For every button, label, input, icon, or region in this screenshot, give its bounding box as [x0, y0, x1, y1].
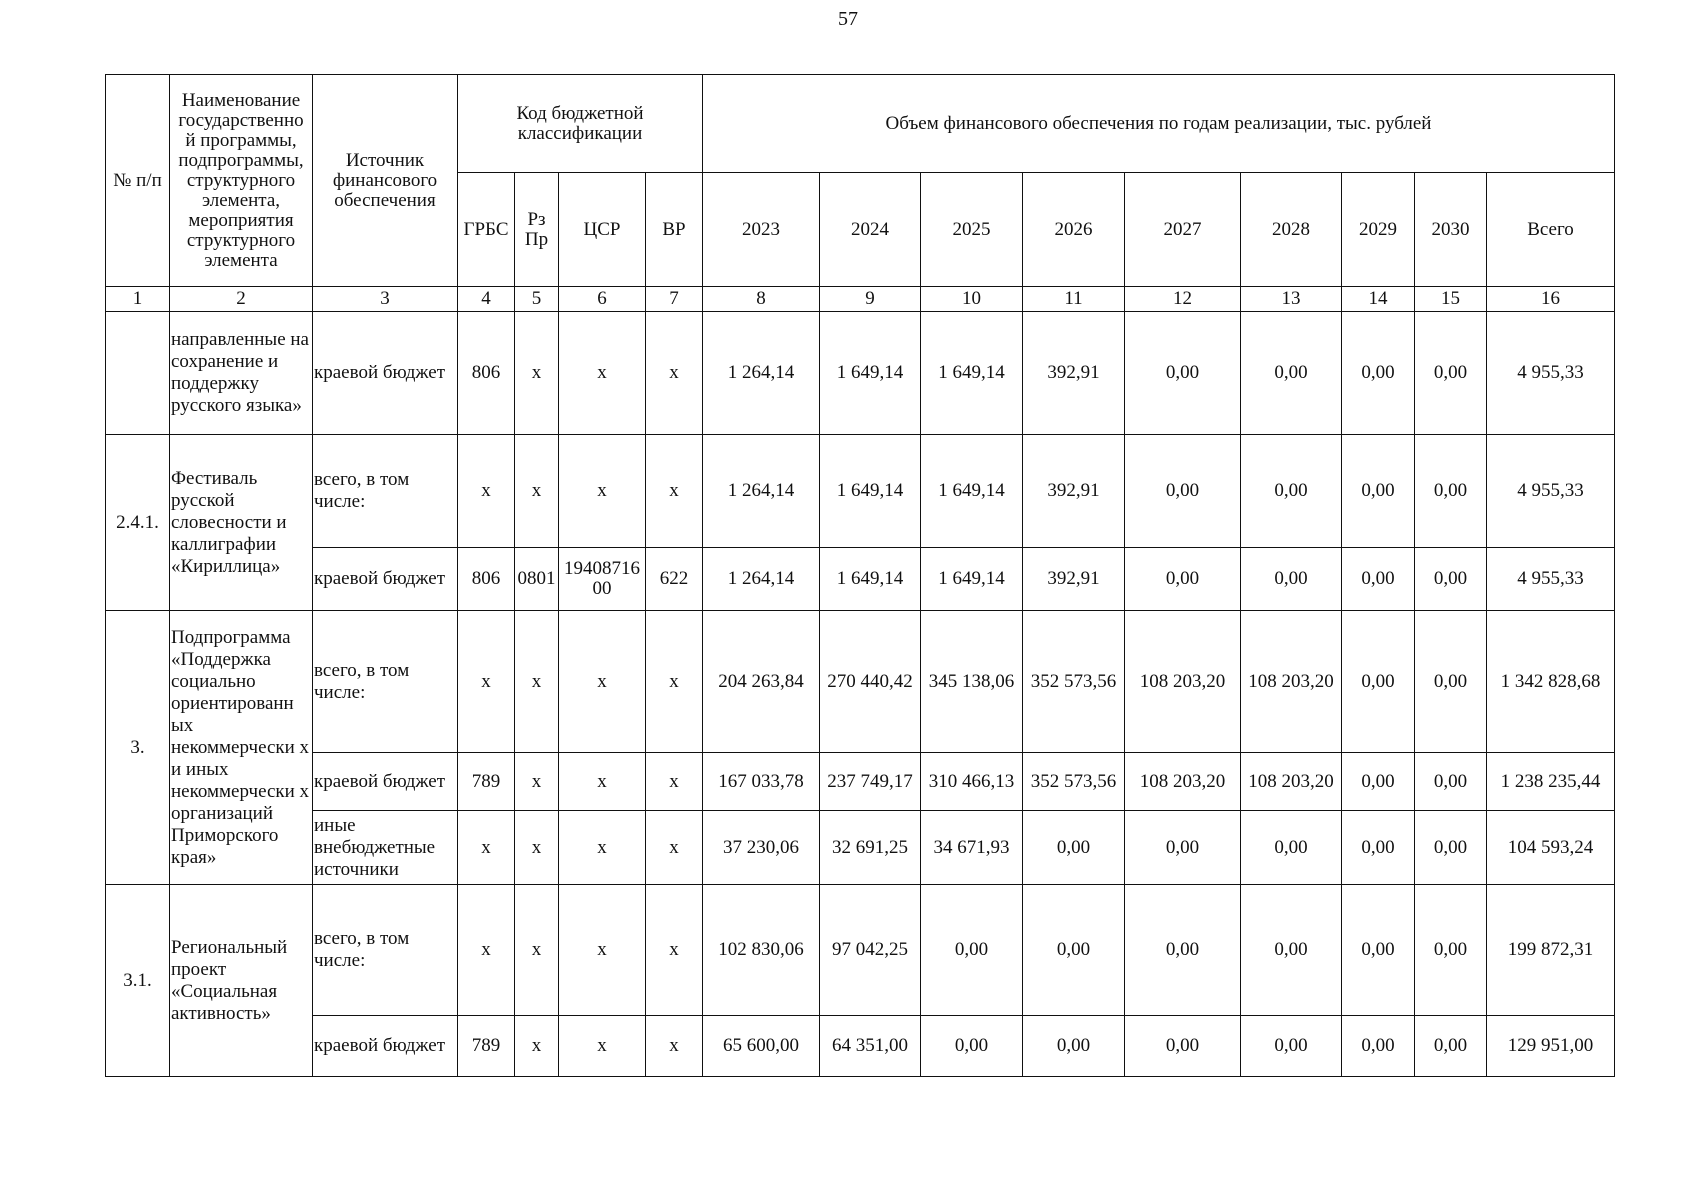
year-value: 0,00: [1241, 1016, 1342, 1077]
header-year: 2027: [1125, 173, 1241, 287]
column-number: 4: [458, 287, 515, 312]
header-year: 2026: [1023, 173, 1125, 287]
year-value: 0,00: [1241, 548, 1342, 611]
funding-source: всего, в том числе:: [313, 611, 458, 753]
vr-code: х: [646, 1016, 703, 1077]
csr-code: х: [559, 611, 646, 753]
rzpr-code: х: [515, 885, 559, 1016]
header-grbs: ГРБС: [458, 173, 515, 287]
table-row: [106, 611, 1615, 753]
year-value: 0,00: [1125, 435, 1241, 548]
column-number: 5: [515, 287, 559, 312]
column-number: 12: [1125, 287, 1241, 312]
header-year: 2030: [1415, 173, 1487, 287]
column-number: 8: [703, 287, 820, 312]
total-value: 104 593,24: [1487, 811, 1615, 885]
year-value: 0,00: [1125, 312, 1241, 435]
total-value: 129 951,00: [1487, 1016, 1615, 1077]
item-number: 3.: [106, 611, 170, 885]
item-name: Региональный проект «Социальная активность»: [170, 885, 313, 1077]
header-num: № п/п: [106, 75, 170, 287]
csr-code: х: [559, 753, 646, 811]
item-name: направленные на сохранение и поддержку русского языка»: [170, 312, 313, 435]
rzpr-code: 0801: [515, 548, 559, 611]
header-rzpr: Рз Пр: [515, 173, 559, 287]
year-value: 1 264,14: [703, 312, 820, 435]
header-year: 2028: [1241, 173, 1342, 287]
vr-code: х: [646, 753, 703, 811]
column-number: 15: [1415, 287, 1487, 312]
year-value: 34 671,93: [921, 811, 1023, 885]
header-volume: Объем финансового обеспечения по годам реализации, тыс. рублей: [703, 75, 1615, 173]
vr-code: х: [646, 435, 703, 548]
year-value: 0,00: [1415, 435, 1487, 548]
vr-code: 622: [646, 548, 703, 611]
year-value: 270 440,42: [820, 611, 921, 753]
csr-code: х: [559, 1016, 646, 1077]
funding-source: всего, в том числе:: [313, 885, 458, 1016]
grbs-code: х: [458, 611, 515, 753]
year-value: 0,00: [1125, 811, 1241, 885]
header-year: 2024: [820, 173, 921, 287]
year-value: 0,00: [1342, 548, 1415, 611]
year-value: 65 600,00: [703, 1016, 820, 1077]
table-row: [106, 312, 1615, 435]
header-kbk: Код бюджетной классификации: [458, 75, 703, 173]
year-value: 1 264,14: [703, 435, 820, 548]
item-number: 3.1.: [106, 885, 170, 1077]
year-value: 0,00: [1125, 1016, 1241, 1077]
year-value: 0,00: [1241, 885, 1342, 1016]
rzpr-code: х: [515, 312, 559, 435]
column-number: 10: [921, 287, 1023, 312]
year-value: 345 138,06: [921, 611, 1023, 753]
header-total: Всего: [1487, 173, 1615, 287]
column-number: 9: [820, 287, 921, 312]
year-value: 1 649,14: [921, 548, 1023, 611]
year-value: 0,00: [1125, 548, 1241, 611]
table-row: [106, 548, 1615, 611]
funding-source: краевой бюджет: [313, 753, 458, 811]
year-value: 392,91: [1023, 548, 1125, 611]
total-value: 4 955,33: [1487, 548, 1615, 611]
header-vr: ВР: [646, 173, 703, 287]
year-value: 97 042,25: [820, 885, 921, 1016]
column-number: 14: [1342, 287, 1415, 312]
year-value: 0,00: [1342, 312, 1415, 435]
year-value: 108 203,20: [1241, 611, 1342, 753]
grbs-code: 789: [458, 1016, 515, 1077]
year-value: 1 649,14: [921, 435, 1023, 548]
grbs-code: х: [458, 811, 515, 885]
rzpr-code: х: [515, 1016, 559, 1077]
item-name: Фестиваль русской словесности и каллиграфии «Кириллица»: [170, 435, 313, 611]
year-value: 0,00: [1023, 811, 1125, 885]
vr-code: х: [646, 885, 703, 1016]
year-value: 0,00: [1241, 811, 1342, 885]
grbs-code: х: [458, 435, 515, 548]
year-value: 352 573,56: [1023, 611, 1125, 753]
year-value: 1 649,14: [820, 548, 921, 611]
table-row: [106, 885, 1615, 1016]
year-value: 310 466,13: [921, 753, 1023, 811]
rzpr-code: х: [515, 811, 559, 885]
year-value: 1 649,14: [921, 312, 1023, 435]
funding-source: краевой бюджет: [313, 1016, 458, 1077]
funding-source: краевой бюджет: [313, 548, 458, 611]
year-value: 204 263,84: [703, 611, 820, 753]
year-value: 167 033,78: [703, 753, 820, 811]
year-value: 392,91: [1023, 312, 1125, 435]
column-number: 11: [1023, 287, 1125, 312]
year-value: 0,00: [1342, 885, 1415, 1016]
year-value: 237 749,17: [820, 753, 921, 811]
csr-code: х: [559, 885, 646, 1016]
year-value: 32 691,25: [820, 811, 921, 885]
column-number: 2: [170, 287, 313, 312]
vr-code: х: [646, 312, 703, 435]
year-value: 0,00: [1023, 885, 1125, 1016]
grbs-code: 806: [458, 312, 515, 435]
funding-source: иные внебюджетные источники: [313, 811, 458, 885]
year-value: 1 264,14: [703, 548, 820, 611]
budget-table: [105, 74, 1615, 1077]
total-value: 1 342 828,68: [1487, 611, 1615, 753]
csr-code: х: [559, 811, 646, 885]
csr-code: х: [559, 435, 646, 548]
year-value: 0,00: [1415, 611, 1487, 753]
year-value: 0,00: [921, 1016, 1023, 1077]
table-body: [106, 312, 1615, 1077]
year-value: 108 203,20: [1125, 753, 1241, 811]
column-number-row: [106, 287, 1615, 312]
header-year: 2029: [1342, 173, 1415, 287]
year-value: 0,00: [1342, 435, 1415, 548]
rzpr-code: х: [515, 435, 559, 548]
funding-source: всего, в том числе:: [313, 435, 458, 548]
year-value: 0,00: [1415, 753, 1487, 811]
year-value: 0,00: [1415, 885, 1487, 1016]
table-row: [106, 811, 1615, 885]
vr-code: х: [646, 611, 703, 753]
item-number: [106, 312, 170, 435]
header-csr: ЦСР: [559, 173, 646, 287]
year-value: 1 649,14: [820, 312, 921, 435]
year-value: 0,00: [1342, 611, 1415, 753]
year-value: 0,00: [1415, 1016, 1487, 1077]
year-value: 0,00: [1241, 312, 1342, 435]
grbs-code: 806: [458, 548, 515, 611]
year-value: 1 649,14: [820, 435, 921, 548]
year-value: 64 351,00: [820, 1016, 921, 1077]
csr-code: х: [559, 312, 646, 435]
year-value: 0,00: [1415, 811, 1487, 885]
year-value: 0,00: [1342, 811, 1415, 885]
table-row: [106, 435, 1615, 548]
header-year: 2025: [921, 173, 1023, 287]
header-year: 2023: [703, 173, 820, 287]
year-value: 0,00: [1125, 885, 1241, 1016]
year-value: 0,00: [1023, 1016, 1125, 1077]
item-number: 2.4.1.: [106, 435, 170, 611]
year-value: 0,00: [1342, 1016, 1415, 1077]
year-value: 108 203,20: [1241, 753, 1342, 811]
column-number: 13: [1241, 287, 1342, 312]
year-value: 0,00: [1342, 753, 1415, 811]
rzpr-code: х: [515, 753, 559, 811]
header-source: Источник финансового обеспечения: [313, 75, 458, 287]
total-value: 4 955,33: [1487, 312, 1615, 435]
year-value: 392,91: [1023, 435, 1125, 548]
rzpr-code: х: [515, 611, 559, 753]
column-number: 6: [559, 287, 646, 312]
header-name: Наименование государственно й программы, подпрограммы, структурного элемента, мероприятия структурного элемента: [170, 75, 313, 287]
item-name: Подпрограмма «Поддержка социально ориентированн ых некоммерчески х и иных некоммерчески х организаций Приморского края»: [170, 611, 313, 885]
year-value: 352 573,56: [1023, 753, 1125, 811]
total-value: 1 238 235,44: [1487, 753, 1615, 811]
grbs-code: 789: [458, 753, 515, 811]
year-value: 0,00: [1415, 312, 1487, 435]
total-value: 199 872,31: [1487, 885, 1615, 1016]
column-number: 7: [646, 287, 703, 312]
vr-code: х: [646, 811, 703, 885]
column-number: 1: [106, 287, 170, 312]
csr-code: 19408716 00: [559, 548, 646, 611]
year-value: 0,00: [1415, 548, 1487, 611]
page-number: 57: [838, 8, 858, 30]
funding-source: краевой бюджет: [313, 312, 458, 435]
year-value: 108 203,20: [1125, 611, 1241, 753]
year-value: 102 830,06: [703, 885, 820, 1016]
grbs-code: х: [458, 885, 515, 1016]
year-value: 0,00: [1241, 435, 1342, 548]
table-row: [106, 753, 1615, 811]
year-value: 37 230,06: [703, 811, 820, 885]
total-value: 4 955,33: [1487, 435, 1615, 548]
year-value: 0,00: [921, 885, 1023, 1016]
column-number: 16: [1487, 287, 1615, 312]
table-row: [106, 1016, 1615, 1077]
column-number: 3: [313, 287, 458, 312]
